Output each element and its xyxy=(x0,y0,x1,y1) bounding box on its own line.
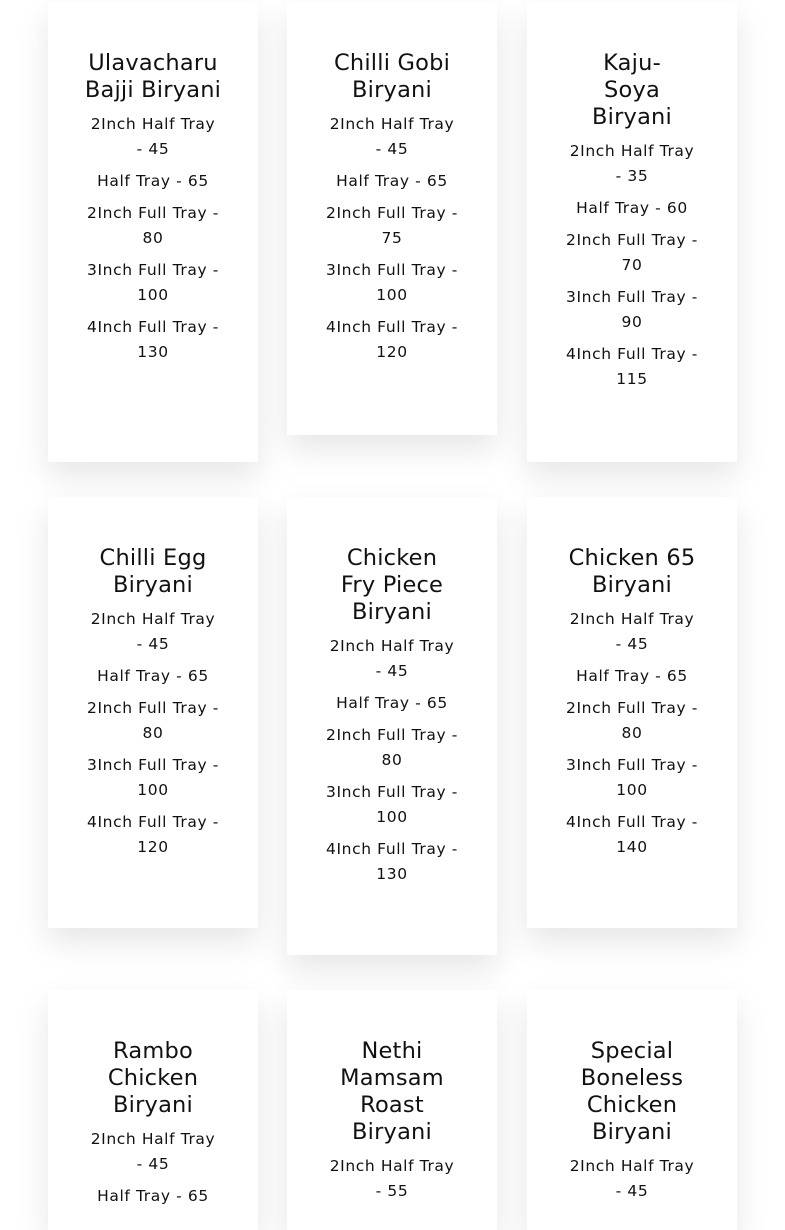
price-item: 2Inch Half Tray - 35 xyxy=(569,142,695,185)
price-item: Half Tray - 65 xyxy=(97,667,209,685)
price-item: 4Inch Full Tray - 115 xyxy=(566,345,698,388)
price-list xyxy=(56,1127,250,1209)
dish-title: Chicken 65 Biryani xyxy=(568,545,696,598)
menu-card xyxy=(527,497,737,928)
dish-title: Chilli Gobi Biryani xyxy=(333,50,451,103)
price-list xyxy=(295,1154,489,1204)
price-item: 2Inch Half Tray - 45 xyxy=(329,637,455,680)
price-list xyxy=(535,139,729,392)
price-item: 3Inch Full Tray - 100 xyxy=(326,261,458,304)
price-list xyxy=(295,112,489,365)
price-item: 2Inch Half Tray - 45 xyxy=(90,115,216,158)
price-item: 3Inch Full Tray - 100 xyxy=(87,261,219,304)
price-item: 4Inch Full Tray - 130 xyxy=(87,318,219,361)
price-item: 2Inch Half Tray - 45 xyxy=(569,610,695,653)
price-item: 2Inch Half Tray - 45 xyxy=(569,1157,695,1200)
price-item: 2Inch Half Tray - 45 xyxy=(90,610,216,653)
price-item: 4Inch Full Tray - 120 xyxy=(87,813,219,856)
price-item: 2Inch Full Tray - 80 xyxy=(326,726,458,769)
price-item: Half Tray - 65 xyxy=(576,667,688,685)
price-item: 3Inch Full Tray - 100 xyxy=(326,783,458,826)
menu-card xyxy=(48,990,258,1230)
price-item: Half Tray - 60 xyxy=(576,199,688,217)
menu-card xyxy=(527,990,737,1230)
menu-card xyxy=(287,990,497,1230)
price-item: 2Inch Half Tray - 55 xyxy=(329,1157,455,1200)
price-list xyxy=(295,634,489,887)
dish-title: Ulavacharu Bajji Biryani xyxy=(84,50,222,103)
menu-card xyxy=(48,497,258,928)
price-list xyxy=(56,607,250,860)
price-item: 2Inch Half Tray - 45 xyxy=(329,115,455,158)
price-item: Half Tray - 65 xyxy=(336,172,448,190)
price-item: 2Inch Half Tray - 45 xyxy=(90,1130,216,1173)
dish-title: Nethi Mamsam Roast Biryani xyxy=(340,1038,444,1145)
price-item: 2Inch Full Tray - 75 xyxy=(326,204,458,247)
price-item: 2Inch Full Tray - 80 xyxy=(566,699,698,742)
price-item: 3Inch Full Tray - 100 xyxy=(566,756,698,799)
dish-title: Chicken Fry Piece Biryani xyxy=(340,545,444,625)
menu-card xyxy=(527,2,737,462)
price-item: Half Tray - 65 xyxy=(336,694,448,712)
menu-card xyxy=(287,2,497,435)
price-item: 2Inch Full Tray - 80 xyxy=(87,204,219,247)
price-item: 4Inch Full Tray - 120 xyxy=(326,318,458,361)
price-item: 3Inch Full Tray - 90 xyxy=(566,288,698,331)
price-item: Half Tray - 65 xyxy=(97,172,209,190)
price-list xyxy=(535,1154,729,1204)
price-item: 2Inch Full Tray - 70 xyxy=(566,231,698,274)
dish-title: Rambo Chicken Biryani xyxy=(107,1038,199,1118)
price-item: 3Inch Full Tray - 100 xyxy=(87,756,219,799)
price-item: 2Inch Full Tray - 80 xyxy=(87,699,219,742)
price-list xyxy=(56,112,250,365)
price-list xyxy=(535,607,729,860)
menu-card xyxy=(48,2,258,462)
price-item: 4Inch Full Tray - 130 xyxy=(326,840,458,883)
menu-card xyxy=(287,497,497,955)
price-item: Half Tray - 65 xyxy=(97,1187,209,1205)
dish-title: Kaju-Soya Biryani xyxy=(592,50,672,130)
dish-title: Special Boneless Chicken Biryani xyxy=(580,1038,684,1145)
price-item: 4Inch Full Tray - 140 xyxy=(566,813,698,856)
dish-title: Chilli Egg Biryani xyxy=(99,545,207,598)
